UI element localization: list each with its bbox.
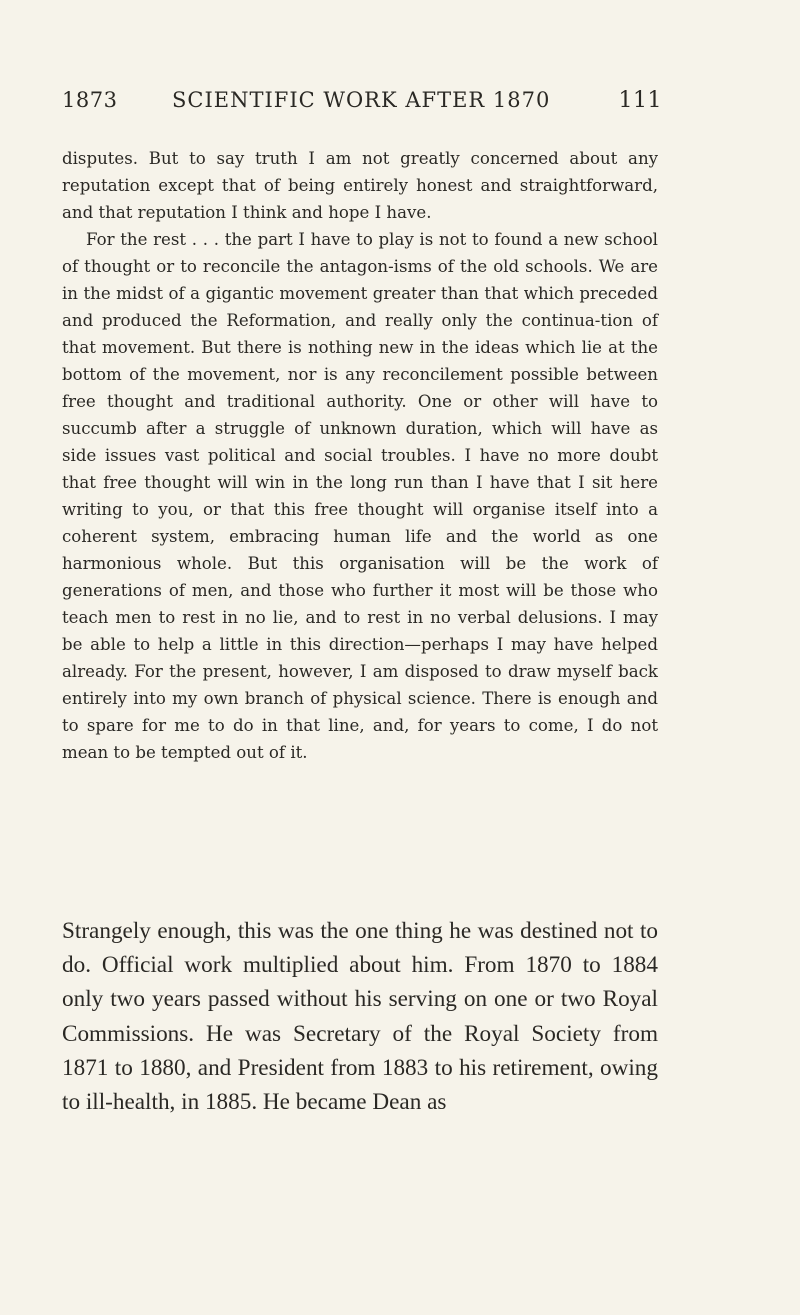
letter-paragraph: disputes. But to say truth I am not greatly concerned about any reputation except that of being entirely honest and straightforward, and that reputation I think and hope I have. bbox=[62, 149, 658, 222]
running-head-title: SCIENTIFIC WORK AFTER 1870 bbox=[172, 88, 551, 112]
page-number: 111 bbox=[618, 88, 662, 113]
narrative-paragraph: Strangely enough, this was the one thing he was destined not to do. Official work multiplied about him. From 1870 to 1884 only two years passed without his serving on one or two Royal Commissions. He was Secretary of the Royal Society from 1871 to 1880, and President from 1883 to his retirement, owing to ill-health, in 1885. He became Dean as bbox=[62, 918, 658, 1116]
running-head bbox=[62, 88, 662, 118]
letter-paragraph: For the rest . . . the part I have to play is not to found a new school of thought or to reconcile the antagon-isms of the old schools. We are in the midst of a gigantic movement greater than that which preceded and produced the Reformation, and really only the continua-tion of that movement. But there is nothing new in the ideas which lie at the bottom of the movement, nor is any reconcilement possible between free thought and traditional authority. One or other will have to succumb after a struggle of unknown duration, which will have as side issues vast political and social troubles. I have no more doubt that free thought will win in the long run than I have that I sit here writing to you, or that this free thought will organise itself into a coherent system, embracing human life and the world as one harmonious whole. But this organisation will be the work of generations of men, and those who further it most will be those who teach men to rest in no lie, and to rest in no verbal delusions. I may be able to help a little in this direction—perhaps I may have helped already. For the present, however, I am disposed to draw myself back entirely into my own branch of physical science. There is enough and to spare for me to do in that line, and, for years to come, I do not mean to be tempted out of it. bbox=[62, 230, 658, 762]
running-head-year: 1873 bbox=[62, 88, 118, 112]
quoted-letter bbox=[62, 145, 658, 766]
